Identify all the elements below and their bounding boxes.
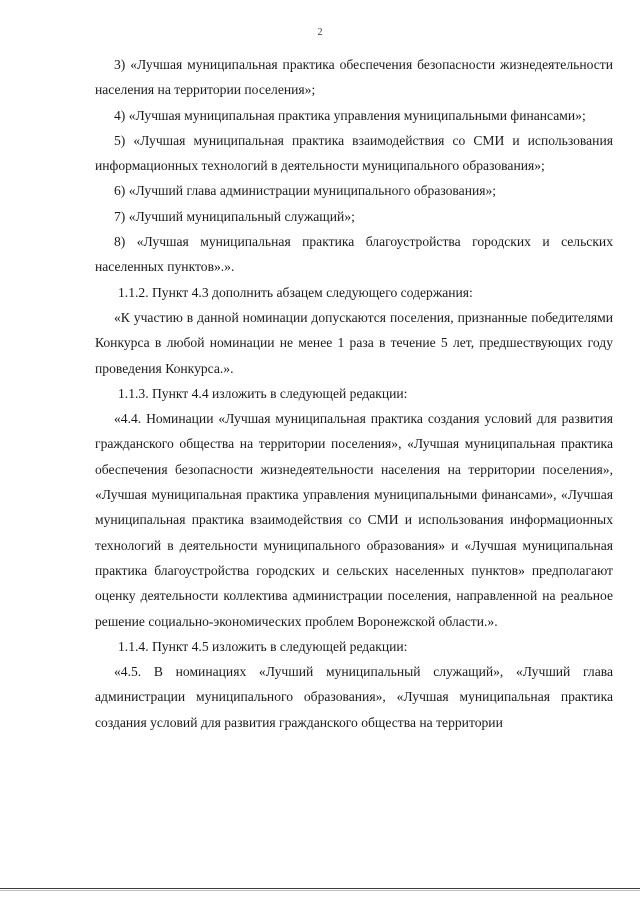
- page-number: 2: [317, 27, 323, 38]
- paragraph-item-3: 3) «Лучшая муниципальная практика обеспечения безопасности жизнедеятельности населения на территории поселения»;: [95, 57, 613, 98]
- paragraph-1-1-3: 1.1.3. Пункт 4.4 изложить в следующей редакции:: [118, 385, 408, 401]
- paragraph-item-8: 8) «Лучшая муниципальная практика благоустройства городских и сельских населенных пунктов».».: [95, 234, 613, 275]
- paragraph-item-7: 7) «Лучший муниципальный служащий»;: [114, 208, 355, 224]
- paragraph-item-4: 4) «Лучшая муниципальная практика управления муниципальными финансами»;: [114, 107, 586, 123]
- document-body: [95, 52, 613, 735]
- paragraph-item-5: 5) «Лучшая муниципальная практика взаимодействия со СМИ и использования информационных технологий в деятельности муниципального образования»;: [95, 132, 613, 174]
- page-bottom-rule: [0, 888, 640, 889]
- paragraph-1-1-2: 1.1.2. Пункт 4.3 дополнить абзацем следующего содержания:: [118, 284, 473, 300]
- paragraph-1-1-2-quote: «К участию в данной номинации допускаются поселения, признанные победителями Конкурса в любой номинации не менее 1 раза в течение 5 лет, предшествующих году проведения Конкурса.».: [95, 309, 613, 376]
- paragraph-item-6: 6) «Лучший глава администрации муниципального образования»;: [114, 183, 497, 199]
- paragraph-4-5-text: «4.5. В номинациях «Лучший муниципальный служащий», «Лучший глава администрации муниципального образования», «Лучшая муниципальная практика создания условий для развития гражданского общества на территории: [95, 664, 613, 730]
- page-bottom-rule-shadow: [0, 890, 640, 891]
- paragraph-4-4-text: «4.4. Номинации «Лучшая муниципальная практика создания условий для развития гражданского общества на территории поселения», «Лучшая муниципальная практика обеспечения безопасности жизнедеятельности населения на территории поселения», «Лучшая муниципальная практика управления муниципальными финансами», «Лучшая муниципальная практика взаимодействия со СМИ и использования информационных технологий в деятельности муниципального образования» и «Лучшая муниципальная практика благоустройства городских и сельских населенных пунктов» предполагают оценку деятельности коллектива администрации поселения, направленной на реальное решение социально-экономических проблем Воронежской области.».: [95, 411, 613, 629]
- paragraph-1-1-4: 1.1.4. Пункт 4.5 изложить в следующей редакции:: [118, 638, 408, 654]
